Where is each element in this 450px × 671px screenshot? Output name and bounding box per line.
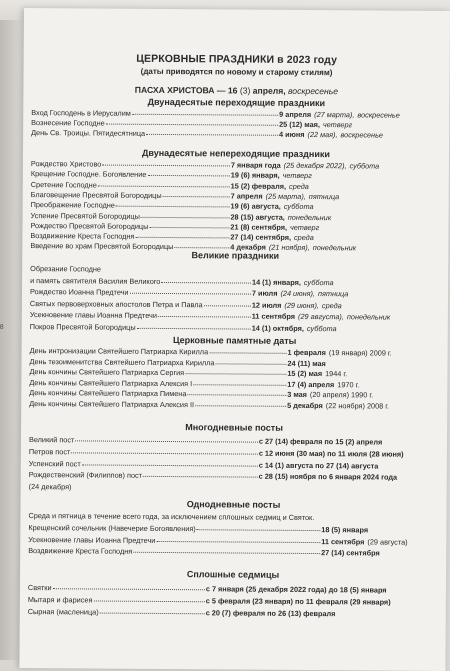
pascha-label: ПАСХА ХРИСТОВА — 16 bbox=[134, 84, 238, 96]
row-old-style: (24 июня), bbox=[280, 288, 315, 299]
leader-dots bbox=[137, 327, 251, 329]
leader-dots bbox=[216, 363, 287, 364]
row-name: Крещение Господне. Богоявление bbox=[30, 169, 147, 180]
row-name: Петров пост bbox=[28, 446, 71, 457]
holiday-row bbox=[28, 607, 442, 621]
leader-dots bbox=[130, 293, 251, 295]
leader-dots bbox=[161, 281, 251, 283]
row-date: с 5 февраля (23 января) по 11 февраля (29 января) bbox=[205, 596, 391, 607]
row-old-style: (22 ноября) 2008 г. bbox=[325, 401, 390, 411]
row-date: с 27 (14) февраля по 15 (2) апреля bbox=[258, 436, 383, 447]
row-date: с 7 января (25 декабря 2022 года) до 18 (5) января bbox=[205, 584, 387, 595]
row-name: Рождество Иоанна Предтечи bbox=[29, 287, 129, 297]
row-name: Сретение Господне bbox=[30, 179, 97, 190]
row-name: Сырная (масленица) bbox=[27, 607, 99, 617]
row-name: День Св. Троицы. Пятидесятница bbox=[31, 128, 146, 139]
row-name: Святки bbox=[27, 583, 52, 593]
holiday-row: Обрезание Господне bbox=[30, 264, 101, 274]
holiday-row: Среда и пятница в течение всего года, за исключением сплошных седмиц и Святок. bbox=[28, 511, 315, 523]
row-date: 11 сентября bbox=[251, 311, 296, 321]
row-date: 7 апреля bbox=[230, 191, 263, 201]
section-title: Многодневные посты bbox=[185, 422, 283, 433]
leader-dots bbox=[82, 464, 258, 466]
pascha-line bbox=[23, 84, 449, 97]
leader-dots bbox=[158, 316, 251, 318]
row-name: Преображение Господне bbox=[30, 200, 115, 210]
row-old-style: (27 марта), bbox=[314, 110, 355, 120]
row-weekday: понедельник bbox=[287, 212, 332, 222]
leader-dots bbox=[132, 114, 278, 116]
leader-dots bbox=[146, 134, 278, 136]
leader-dots bbox=[106, 124, 278, 126]
row-old-style: 1944 г. bbox=[325, 369, 348, 379]
row-weekday: четверг bbox=[289, 222, 320, 232]
row-old-style: (19 января) 2009 г. bbox=[328, 348, 392, 358]
section-title: Сплошные седмицы bbox=[186, 569, 280, 580]
row-weekday: суббота bbox=[306, 323, 337, 333]
row-old-style: (29 августа), bbox=[297, 311, 344, 322]
row-name: Рождество Пресвятой Богородицы bbox=[30, 220, 149, 231]
row-weekday: воскресенье bbox=[340, 130, 384, 140]
row-name: Воздвижение Креста Господня bbox=[28, 546, 133, 557]
section-title: Великие праздники bbox=[191, 250, 280, 261]
leader-dots bbox=[197, 529, 321, 531]
row-date: 15 (2) мая bbox=[287, 369, 323, 379]
row-date: 25 (12) мая, bbox=[279, 119, 320, 130]
leader-dots bbox=[174, 247, 229, 248]
row-old-style: (20 апреля) 1990 г. bbox=[309, 390, 374, 400]
pascha-old: (3) bbox=[239, 85, 251, 96]
row-name: Успенский пост bbox=[28, 458, 81, 469]
row-name: Воздвижение Креста Господня bbox=[30, 231, 135, 241]
section-title: Двунадесятые переходящие праздники bbox=[147, 96, 326, 109]
leader-dots bbox=[193, 384, 286, 386]
row-weekday: среда bbox=[321, 300, 342, 310]
leader-dots bbox=[116, 206, 230, 208]
row-name: День кончины Святейшего Патриарха Алексия I bbox=[29, 377, 193, 388]
leader-dots bbox=[133, 552, 320, 554]
row-date: 19 (6) января, bbox=[230, 170, 280, 181]
document-page bbox=[0, 8, 450, 671]
row-weekday: пятница bbox=[308, 191, 340, 202]
section-rule bbox=[142, 271, 328, 273]
leader-dots bbox=[75, 440, 258, 442]
row-date: 15 (2) февраля, bbox=[230, 181, 287, 191]
leader-dots bbox=[195, 405, 286, 407]
row-old-style: (29 августа) bbox=[367, 537, 408, 547]
row-date: с 12 июня (30 мая) по 11 июля (28 июня) bbox=[258, 448, 404, 459]
holiday-row bbox=[30, 322, 444, 336]
row-date: 11 сентября bbox=[321, 536, 365, 546]
row-date: 5 декабря bbox=[287, 400, 323, 411]
row-weekday: понедельник bbox=[346, 312, 391, 322]
row-name: Святых первоверховных апостолов Петра и Павла bbox=[29, 298, 203, 309]
section-title: Двунадесятые непереходящие праздники bbox=[142, 147, 330, 160]
row-name: Покров Пресвятой Богородицы bbox=[29, 321, 136, 332]
leader-dots bbox=[149, 227, 229, 229]
holiday-row bbox=[29, 470, 443, 484]
row-weekday: суббота bbox=[303, 277, 334, 287]
row-date: 14 (1) октября, bbox=[251, 323, 304, 333]
row-date: 27 (14) сентября, bbox=[230, 232, 292, 242]
row-date: 3 мая bbox=[287, 390, 307, 400]
row-old-style: (22 мая), bbox=[307, 130, 338, 140]
row-weekday: суббота bbox=[283, 202, 314, 212]
leader-dots bbox=[209, 352, 286, 354]
row-name: День тезоименитства Святейшего Патриарха Кирилла bbox=[29, 356, 215, 367]
leader-dots bbox=[141, 216, 230, 218]
pascha-month: апреля, bbox=[252, 85, 286, 96]
leader-dots bbox=[156, 541, 320, 543]
holiday-row bbox=[29, 399, 443, 413]
leader-dots bbox=[185, 373, 286, 375]
section-title: Однодневные посты bbox=[186, 499, 281, 510]
leader-dots bbox=[143, 476, 258, 478]
row-date: 4 июня bbox=[279, 130, 305, 140]
row-old-style: (29 июня), bbox=[284, 300, 319, 310]
row-date: 19 (6) августа, bbox=[230, 201, 281, 211]
leader-dots bbox=[93, 600, 204, 602]
row-date: 7 января года bbox=[230, 160, 281, 170]
row-weekday: четверг bbox=[322, 120, 353, 130]
row-name: Успение Пресвятой Богородицы bbox=[30, 210, 140, 221]
row-date: 17 (4) апреля bbox=[287, 379, 335, 389]
page-title: ЦЕРКОВНЫЕ ПРАЗДНИКИ в 2023 году bbox=[136, 52, 338, 67]
leader-dots bbox=[102, 165, 230, 167]
row-date: 14 (1) января, bbox=[252, 277, 301, 287]
leader-dots bbox=[53, 588, 205, 590]
row-date: с 28 (15) ноября по 6 января 2024 года bbox=[258, 472, 398, 483]
holiday-row bbox=[31, 128, 445, 142]
row-date: 12 июля bbox=[251, 300, 282, 310]
row-date: 18 (5) января bbox=[321, 524, 369, 535]
row-date: с 20 (7) февраля по 26 (13) февраля bbox=[205, 608, 336, 619]
row-name: День интронизации Святейшего Патриарха Кирилла bbox=[29, 346, 209, 357]
row-name: Усекновение главы Иоанна Предтечи bbox=[29, 310, 157, 320]
pascha-day: воскресенье bbox=[287, 85, 339, 97]
row-weekday: среда bbox=[289, 181, 309, 191]
leader-dots bbox=[187, 395, 286, 397]
row-weekday: воскресенье bbox=[357, 110, 400, 120]
row-name: Введение во храм Пресвятой Богородицы bbox=[30, 241, 174, 252]
row-weekday: четверг bbox=[282, 171, 312, 181]
row-date: 7 июля bbox=[251, 288, 278, 298]
row-weekday: пятница bbox=[317, 289, 349, 299]
row-name: День кончины Святейшего Патриарха Пимена bbox=[29, 388, 187, 399]
row-name: Вознесение Господне bbox=[31, 118, 105, 128]
row-old-style: (25 декабря 2022), bbox=[283, 160, 347, 171]
holiday-row: (24 декабря) bbox=[28, 482, 72, 492]
leader-dots bbox=[98, 185, 230, 187]
row-name: и память святителя Василия Великого bbox=[30, 275, 161, 286]
page-subtitle: (даты приводятся по новому и старому стилям) bbox=[140, 66, 333, 78]
row-date: 21 (8) сентября, bbox=[230, 222, 288, 232]
leader-dots bbox=[100, 613, 205, 615]
row-date: 1 февраля bbox=[287, 347, 326, 358]
leader-dots bbox=[71, 452, 258, 454]
row-date: 4 декабря bbox=[230, 242, 266, 253]
row-name: Великий пост bbox=[28, 435, 75, 445]
row-name: Вход Господень в Иерусалим bbox=[31, 108, 131, 118]
row-name: Усекновение главы Иоанна Предтечи bbox=[28, 534, 156, 545]
leader-dots bbox=[147, 175, 229, 177]
margin-mark: 8 bbox=[0, 323, 4, 331]
row-name: День кончины Святейшего Патриарха Сергия bbox=[29, 367, 185, 378]
row-old-style: 1970 г. bbox=[337, 379, 360, 390]
leader-dots bbox=[163, 196, 230, 197]
section-title: Церковные памятные даты bbox=[172, 335, 297, 346]
row-date: 24 (11) мая bbox=[287, 358, 326, 368]
row-name: Благовещение Пресвятой Богородицы bbox=[30, 189, 162, 200]
row-name: Мытаря и фарисея bbox=[27, 595, 93, 605]
row-name: Крещенский сочельник (Навечерие Богоявления) bbox=[28, 522, 196, 534]
row-date: 27 (14) сентября bbox=[321, 548, 380, 558]
leader-dots bbox=[135, 237, 229, 239]
row-weekday: суббота bbox=[349, 161, 380, 171]
row-weekday: понедельник bbox=[312, 243, 357, 253]
row-date: 9 апреля bbox=[279, 109, 312, 120]
row-name: Рождественский (Филиппов) пост bbox=[28, 470, 143, 481]
row-name: Рождество Христово bbox=[30, 159, 102, 169]
row-weekday: среда bbox=[293, 232, 314, 243]
row-name: День кончины Святейшего Патриарха Алексия II bbox=[29, 399, 195, 410]
leader-dots bbox=[204, 305, 251, 306]
row-old-style: (21 ноября), bbox=[268, 243, 310, 253]
row-date: 28 (15) августа, bbox=[230, 211, 285, 222]
row-old-style: (25 марта), bbox=[265, 191, 306, 201]
row-date: с 14 (1) августа по 27 (14) августа bbox=[258, 460, 379, 471]
holiday-row bbox=[28, 546, 442, 560]
